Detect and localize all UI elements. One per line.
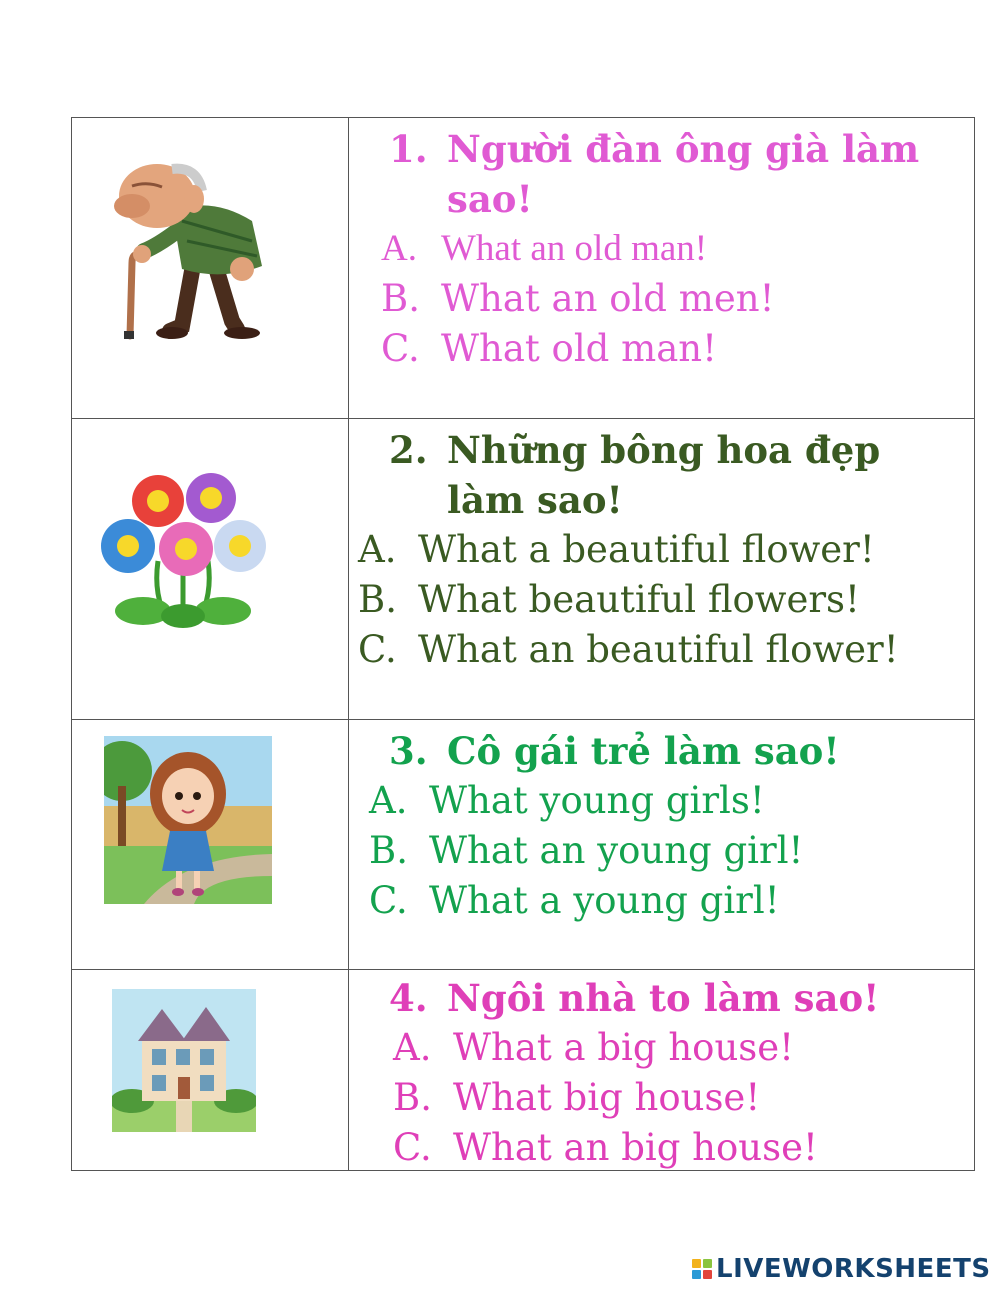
question-block-2	[349, 425, 974, 675]
option-text: What young girls!	[429, 778, 765, 822]
option-text: What an beautiful flower!	[418, 627, 899, 671]
answer-option-b[interactable]	[349, 274, 974, 324]
answer-option-a[interactable]	[349, 224, 974, 274]
question-number: 3.	[389, 728, 428, 773]
option-letter: A.	[381, 228, 417, 269]
option-text: What an old man!	[441, 228, 708, 269]
answer-option-a[interactable]	[349, 776, 974, 826]
option-text: What a beautiful flower!	[418, 527, 875, 571]
answer-option-c[interactable]	[349, 1123, 974, 1173]
house-icon	[112, 989, 256, 1132]
option-letter: C.	[381, 327, 420, 370]
question-title	[349, 425, 974, 475]
worksheet-table	[71, 117, 975, 1171]
question-title-line-2: làm sao!	[447, 477, 623, 522]
question-row-2	[72, 418, 975, 719]
answer-option-b[interactable]	[349, 826, 974, 876]
option-letter: B.	[358, 577, 397, 621]
option-text: What an old men!	[441, 277, 775, 320]
logo-text: LIVEWORKSHEETS	[716, 1254, 991, 1284]
option-letter: B.	[393, 1076, 432, 1120]
question-block-3	[349, 726, 974, 926]
answer-option-c[interactable]	[349, 876, 974, 926]
option-letter: C.	[369, 878, 408, 922]
option-text: What a big house!	[453, 1026, 795, 1070]
liveworksheets-logo[interactable]	[692, 1254, 991, 1284]
image-cell-3	[72, 719, 349, 970]
answer-option-a[interactable]	[349, 1023, 974, 1073]
image-cell-1	[72, 118, 349, 419]
answer-option-c[interactable]	[349, 625, 974, 675]
answer-option-b[interactable]	[349, 1073, 974, 1123]
option-letter: B.	[381, 277, 420, 320]
question-title-line-1: Cô gái trẻ làm sao!	[447, 728, 840, 773]
option-letter: C.	[358, 627, 397, 671]
question-title	[349, 124, 974, 174]
question-title	[349, 726, 974, 776]
option-text: What an young girl!	[429, 828, 804, 872]
question-block-4	[349, 973, 974, 1173]
question-row-4	[72, 970, 975, 1171]
question-row-3	[72, 719, 975, 970]
question-number: 1.	[389, 127, 428, 171]
young-girl-icon	[104, 736, 272, 904]
question-cell-1	[349, 118, 975, 419]
option-letter: A.	[369, 778, 408, 822]
answer-option-a[interactable]	[349, 525, 974, 575]
answer-option-c[interactable]	[349, 324, 974, 374]
option-text: What old man!	[441, 327, 717, 370]
option-text: What big house!	[453, 1076, 761, 1120]
question-title-line-1: Những bông hoa đẹp	[447, 427, 881, 472]
question-cell-2	[349, 418, 975, 719]
question-cell-4	[349, 970, 975, 1171]
question-row-1	[72, 118, 975, 419]
option-letter: B.	[369, 828, 408, 872]
option-text: What a young girl!	[429, 878, 780, 922]
flowers-icon	[98, 471, 274, 631]
question-number: 4.	[389, 976, 428, 1021]
question-title	[349, 973, 974, 1023]
option-text: What beautiful flowers!	[418, 577, 860, 621]
option-text: What an big house!	[453, 1126, 818, 1170]
question-cell-3	[349, 719, 975, 970]
question-title-line-1: Ngôi nhà to làm sao!	[447, 976, 880, 1021]
image-cell-2	[72, 418, 349, 719]
option-letter: C.	[393, 1126, 432, 1170]
question-title-line-2: sao!	[447, 177, 533, 221]
question-number: 2.	[389, 427, 428, 472]
answer-option-b[interactable]	[349, 575, 974, 625]
option-letter: A.	[358, 527, 397, 571]
question-block-1	[349, 124, 974, 374]
option-letter: A.	[393, 1026, 432, 1070]
question-title-line-1: Người đàn ông già làm	[447, 127, 920, 171]
logo-mark-icon	[692, 1259, 712, 1279]
image-cell-4	[72, 970, 349, 1171]
old-man-icon	[102, 151, 282, 341]
